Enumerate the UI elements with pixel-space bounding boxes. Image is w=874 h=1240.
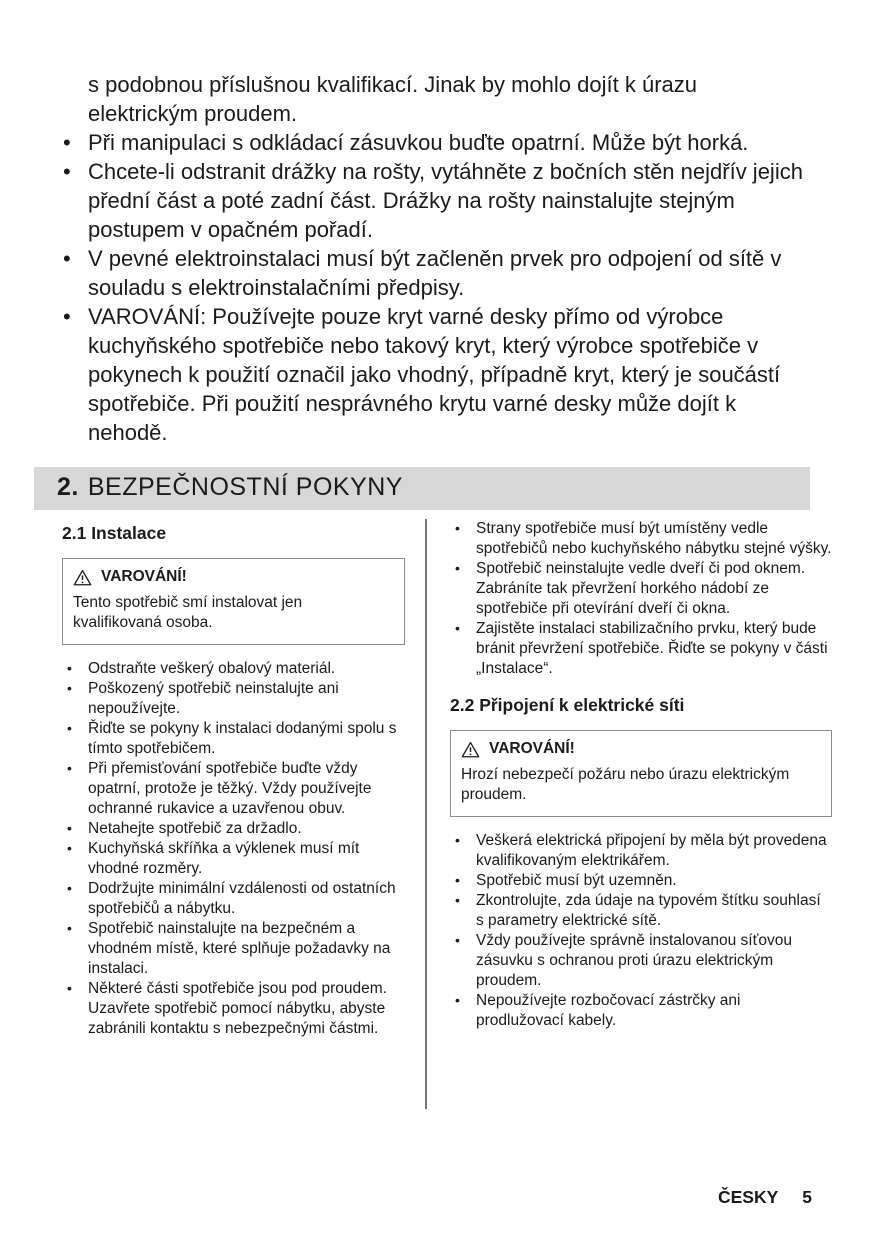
list-item: • Veškerá elektrická připojení by měla být provedena kvalifikovaným elektrikářem. bbox=[450, 831, 832, 871]
warning-box-installation bbox=[62, 558, 405, 645]
page-footer bbox=[718, 1187, 812, 1208]
section-header-bar bbox=[34, 467, 810, 510]
warning-title: VAROVÁNÍ! bbox=[489, 740, 575, 757]
list-item: • Netahejte spotřebič za držadlo. bbox=[62, 819, 405, 839]
list-item: • Odstraňte veškerý obalový materiál. bbox=[62, 659, 405, 679]
installation-bullet-list bbox=[62, 659, 405, 1039]
warning-box-header bbox=[73, 568, 394, 586]
list-item: • Vždy používejte správně instalovanou síťovou zásuvku s ochranou proti úrazu elektrickým proudem. bbox=[450, 931, 832, 991]
left-column bbox=[62, 519, 425, 1109]
right-column bbox=[427, 519, 832, 1109]
footer-language-label: ČESKY bbox=[717, 1187, 779, 1207]
paragraph-continuation: s podobnou příslušnou kvalifikací. Jinak by mohlo dojít k úrazu elektrickým proudem. bbox=[88, 72, 697, 126]
list-item: • Zkontrolujte, zda údaje na typovém štítku souhlasí s parametry elektrické sítě. bbox=[450, 891, 832, 931]
list-item: • Strany spotřebiče musí být umístěny vedle spotřebičů nebo kuchyňského nábytku stejné výšky. bbox=[450, 519, 832, 559]
warning-text: Hrozí nebezpečí požáru nebo úrazu elektrickým proudem. bbox=[461, 766, 790, 803]
list-item: • Nepoužívejte rozbočovací zástrčky ani prodlužovací kabely. bbox=[450, 991, 832, 1031]
list-item: • Při manipulaci s odkládací zásuvkou buďte opatrní. Může být horká. bbox=[62, 128, 810, 157]
list-item: • Zajistěte instalaci stabilizačního prvku, který bude bránit převržení spotřebiče. Řiďte se pokyny v části „Instalace“. bbox=[450, 619, 832, 679]
section-title: BEZPEČNOSTNÍ POKYNY bbox=[87, 473, 403, 501]
section-number: 2. bbox=[57, 473, 79, 501]
warning-title: VAROVÁNÍ! bbox=[101, 568, 187, 585]
list-item: • VAROVÁNÍ: Používejte pouze kryt varné desky přímo od výrobce kuchyňského spotřebiče nebo takový kryt, který výrobce spotřebiče v pokynech k použití označil jako vhodný, případně kryt, který je součástí spotřebiče. Při použití nesprávného krytu varné desky může dojít k nehodě. bbox=[62, 302, 810, 447]
list-item: • Spotřebič nainstalujte na bezpečném a vhodném místě, které splňuje požadavky na instalaci. bbox=[62, 919, 405, 979]
warning-text: Tento spotřebič smí instalovat jen kvalifikovaná osoba. bbox=[73, 594, 303, 631]
list-item: • Řiďte se pokyny k instalaci dodanými spolu s tímto spotřebičem. bbox=[62, 719, 405, 759]
subsection-title-installation: 2.1 Instalace bbox=[62, 523, 167, 543]
warning-box-electrical bbox=[450, 730, 832, 817]
installation-bullet-list-continued bbox=[450, 519, 832, 679]
list-item: • Chcete-li odstranit drážky na rošty, vytáhněte z bočních stěn nejdřív jejich přední část a poté zadní část. Drážky na rošty nainstalujte stejným postupem v opačném pořadí. bbox=[62, 157, 810, 244]
list-item: • Dodržujte minimální vzdálenosti od ostatních spotřebičů a nábytku. bbox=[62, 879, 405, 919]
warning-box-header bbox=[461, 740, 821, 758]
warning-triangle-icon bbox=[73, 569, 92, 586]
top-bullet-list bbox=[62, 128, 810, 447]
two-column-body bbox=[62, 519, 832, 1109]
electrical-bullet-list bbox=[450, 831, 832, 1031]
list-item: • Spotřebič musí být uzemněn. bbox=[450, 871, 832, 891]
list-item: • Poškozený spotřebič neinstalujte ani nepoužívejte. bbox=[62, 679, 405, 719]
list-item: • Některé části spotřebiče jsou pod proudem. Uzavřete spotřebič pomocí nábytku, abyste zabránili kontaktu s nebezpečnými částmi. bbox=[62, 979, 405, 1039]
top-safety-text-block bbox=[0, 0, 874, 447]
list-item: • Spotřebič neinstalujte vedle dveří či pod oknem. Zabráníte tak převržení horkého nádobí ze spotřebiče při otevírání dveří či okna. bbox=[450, 559, 832, 619]
subsection-title-electrical: 2.2 Připojení k elektrické síti bbox=[450, 695, 685, 715]
list-item: • V pevné elektroinstalaci musí být začleněn prvek pro odpojení od sítě v souladu s elektroinstalačními předpisy. bbox=[62, 244, 810, 302]
list-item: • Kuchyňská skříňka a výklenek musí mít vhodné rozměry. bbox=[62, 839, 405, 879]
footer-page-number: 5 bbox=[802, 1187, 812, 1207]
list-item: • Při přemisťování spotřebiče buďte vždy opatrní, protože je těžký. Vždy používejte ochranné rukavice a uzavřenou obuv. bbox=[62, 759, 405, 819]
warning-triangle-icon bbox=[461, 741, 480, 758]
